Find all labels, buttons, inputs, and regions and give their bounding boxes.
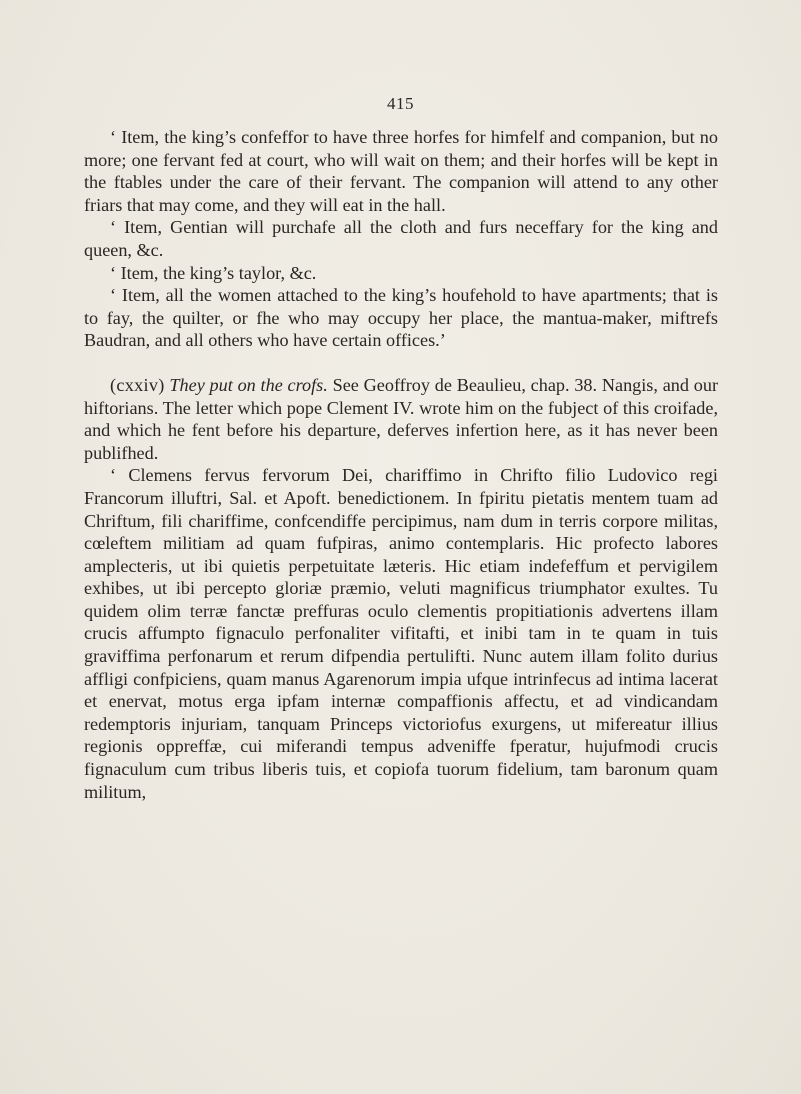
paragraph-women: ‘ Item, all the women attached to the king’s houfehold to have apartments; that is to fay, the quilter, or fhe who may occupy her place, the mantua-maker, miftrefs Baudran, and all others who have certain offices.’: [84, 285, 718, 351]
paragraph-note-cxxiv: [84, 374, 718, 464]
note-text: See Geoffroy de Beaulieu, chap. 38. Nangis, and our hiftorians. The letter which pope Clement IV. wrote him on the fubject of this croifade, and which he fent before his departure, deferves infertion here, as it has never been publifhed.: [84, 374, 719, 463]
note-lead-italic: They put on the crofs.: [169, 374, 328, 395]
paragraph-gentian: ‘ Item, Gentian will purchafe all the cloth and furs neceffary for the king and queen, &c.: [84, 217, 718, 260]
paragraph-confessor: ‘ Item, the king’s confeffor to have three horfes for himfelf and companion, but no more; one fervant fed at court, who will wait on them; and their horfes will be kept in the ftables under the care of their fervant. The companion will attend to any other friars that may come, and they will eat in the hall.: [84, 127, 718, 215]
note-reference: (cxxiv): [110, 374, 165, 395]
page-number: 415: [387, 94, 414, 113]
paragraph-latin-letter: ‘ Clemens fervus fervorum Dei, chariffimo in Chrifto filio Ludovico regi Francorum illuftri, Sal. et Apoft. benedictionem. In fpiritu pietatis mentem tuam ad Chriftum, fili chariffime, confcendiffe percipimus, nam dum in terris corpore militas, cœleftem militiam ad quam fufpiras, animo contemplaris. Hic profecto labores amplecteris, ut ibi quietis perpetuitate læteris. Hic etiam indefeffum et pervigilem exhibes, ut ibi percepto gloriæ præmio, veluti magnificus triumphator exultes. Tu quidem olim terræ fanctæ preffuras oculo clementis propitiationis advertens illam crucis affumpto fignaculo perfonaliter vifitafti, et inibi tam in te quam in tuis graviffima perfonarum et rerum difpendia pertulifti. Nunc autem illam folito durius affligi confpiciens, quam manus Agarenorum impia ufque intrinfecus ad intima lacerat et enervat, motus erga ipfam internæ compaffionis affectu, et ad vindicandam redemptoris injuriam, tanquam Princeps victoriofus exurgens, ut mifereatur illius regionis oppreffæ, cui miferandi tempus adveniffe fperatur, hujufmodi crucis fignaculum cum tribus liberis tuis, et copiofa tuorum fidelium, tam baronum quam militum,: [84, 465, 718, 802]
paragraph-taylor: ‘ Item, the king’s taylor, &c.: [110, 262, 317, 283]
body-text: [84, 126, 718, 803]
